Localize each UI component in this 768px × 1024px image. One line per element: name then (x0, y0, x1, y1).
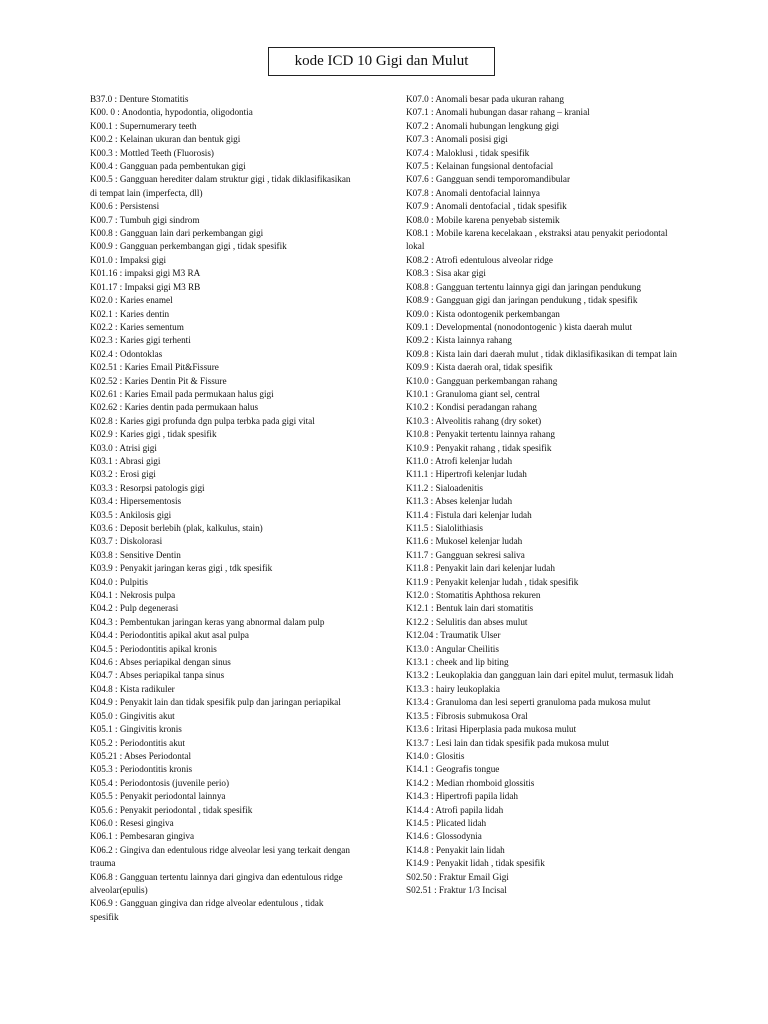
icd-code-entry: K10.3 : Alveolitis rahang (dry soket) (406, 415, 542, 426)
icd-code-entry: K04.8 : Kista radikuler (90, 683, 175, 694)
icd-code-entry: K00.6 : Persistensi (90, 201, 160, 212)
icd-code-entry: K11.1 : Hipertrofi kelenjar ludah (406, 469, 527, 480)
icd-code-entry: K06.0 : Resesi gingiva (90, 817, 174, 828)
icd-code-entry: K03.4 : Hipersementosis (90, 496, 182, 507)
icd-code-entry: K04.7 : Abses periapikal tanpa sinus (90, 670, 225, 681)
icd-code-entry: K01.17 : Impaksi gigi M3 RB (90, 281, 201, 292)
icd-code-entry: K05.5 : Penyakit periodontal lainnya (90, 791, 226, 802)
icd-code-entry: K04.6 : Abses periapikal dengan sinus (90, 657, 231, 668)
icd-code-entry: K11.4 : Fistula dari kelenjar ludah (406, 509, 532, 520)
icd-code-entry: K13.2 : Leukoplakia dan gangguan lain dari epitel mulut, termasuk lidah (406, 670, 674, 681)
icd-code-entry: K02.52 : Karies Dentin Pit & Fissure (90, 375, 227, 386)
icd-code-entry: K07.0 : Anomali besar pada ukuran rahang (406, 94, 564, 104)
icd-code-entry: K14.6 : Glossodynia (406, 831, 482, 842)
icd-code-entry: K13.0 : Angular Cheilitis (406, 643, 499, 654)
icd-code-entry: K03.7 : Diskolorasi (90, 536, 163, 547)
icd-code-entry: K02.0 : Karies enamel (90, 295, 173, 306)
icd-code-entry: K10.9 : Penyakit rahang , tidak spesifik (406, 442, 552, 453)
icd-code-entry: K08.2 : Atrofi edentulous alveolar ridge (406, 254, 553, 265)
icd-code-entry: K11.8 : Penyakit lain dari kelenjar ludah (406, 563, 555, 574)
icd-code-entry: K12.04 : Traumatik Ulser (406, 630, 501, 641)
icd-code-entry: K08.3 : Sisa akar gigi (406, 268, 486, 279)
icd-code-entry: K05.21 : Abses Periodontal (90, 750, 192, 761)
icd-code-entry: K02.8 : Karies gigi profunda dgn pulpa terbka pada gigi vital (90, 415, 315, 426)
icd-code-entry: K00.2 : Kelainan ukuran dan bentuk gigi (90, 134, 241, 145)
icd-code-entry: K09.0 : Kista odontogenik perkembangan (406, 308, 560, 319)
icd-code-entry: K14.3 : Hipertrofi papila lidah (406, 791, 519, 802)
icd-code-entry: K09.9 : Kista daerah oral, tidak spesifik (406, 362, 553, 373)
icd-code-entry: K05.1 : Gingivitis kronis (90, 724, 182, 735)
icd-code-entry: K09.8 : Kista lain dari daerah mulut , tidak diklasifikasikan di tempat lain (406, 348, 677, 359)
icd-code-entry: S02.50 : Fraktur Email Gigi (406, 871, 509, 882)
icd-code-entry: K07.5 : Kelainan fungsional dentofacial (406, 161, 554, 172)
icd-code-entry: K04.3 : Pembentukan jaringan keras yang abnormal dalam pulp (90, 616, 325, 627)
icd-code-entry: K08.9 : Gangguan gigi dan jaringan pendukung , tidak spesifik (406, 295, 638, 306)
icd-code-entry: K03.3 : Resorpsi patologis gigi (90, 482, 205, 493)
icd-code-entry: K00.7 : Tumbuh gigi sindrom (90, 214, 200, 225)
page-title (268, 47, 495, 76)
page-title-text: kode ICD 10 Gigi dan Mulut (294, 53, 469, 69)
icd-code-entry: K11.5 : Sialolithiasis (406, 523, 483, 533)
icd-code-entry: K02.9 : Karies gigi , tidak spesifik (90, 429, 217, 440)
icd-code-entry: K06.8 : Gangguan tertentu lainnya dari gingiva dan edentulous ridge alveolar(epulis) (90, 871, 343, 895)
icd-code-entry: K00.1 : Supernumerary teeth (90, 120, 197, 131)
icd-code-entry: K13.4 : Granuloma dan lesi seperti granuloma pada mukosa mulut (406, 697, 651, 708)
icd-code-entry: K14.1 : Geografis tongue (406, 764, 500, 775)
icd-code-entry: K12.1 : Bentuk lain dari stomatitis (406, 603, 534, 614)
icd-code-entry: K06.9 : Gangguan gingiva dan ridge alveolar edentulous , tidak spesifik (90, 898, 324, 922)
icd-code-entry: K07.4 : Maloklusi , tidak spesifik (406, 147, 530, 158)
right-column (406, 93, 678, 897)
icd-code-entry: K13.6 : Iritasi Hiperplasia pada mukosa mulut (406, 724, 577, 735)
icd-code-entry: K04.0 : Pulpitis (90, 576, 148, 587)
icd-code-entry: K04.9 : Penyakit lain dan tidak spesifik pulp dan jaringan periapikal (90, 697, 341, 708)
left-column (90, 93, 352, 924)
icd-code-entry: K08.0 : Mobile karena penyebab sistemik (406, 214, 560, 225)
icd-code-entry: K01.16 : impaksi gigi M3 RA (90, 268, 201, 279)
icd-code-entry: K00.5 : Gangguan herediter dalam struktur gigi , tidak diklasifikasikan di tempat lain (imperfecta, dll) (90, 174, 351, 198)
icd-code-entry: K01.0 : Impaksi gigi (90, 254, 167, 265)
icd-code-entry: K03.9 : Penyakit jaringan keras gigi , tdk spesifik (90, 563, 273, 574)
icd-code-entry: K03.8 : Sensitive Dentin (90, 549, 181, 560)
icd-code-entry: K05.6 : Penyakit periodontal , tidak spesifik (90, 804, 253, 815)
icd-code-entry: K03.1 : Abrasi gigi (90, 455, 161, 466)
icd-code-entry: K09.1 : Developmental (nonodontogenic ) kista daerah mulut (406, 321, 633, 332)
icd-code-entry: K10.0 : Gangguan perkembangan rahang (406, 375, 558, 386)
icd-code-entry: K00.8 : Gangguan lain dari perkembangan gigi (90, 228, 264, 239)
icd-code-entry: S02.51 : Fraktur 1/3 Incisal (406, 884, 507, 895)
icd-code-entry: K05.3 : Periodontitis kronis (90, 764, 193, 775)
icd-code-entry: K11.6 : Mukosel kelenjar ludah (406, 536, 523, 547)
icd-code-entry: K14.0 : Glositis (406, 750, 465, 761)
icd-code-entry: K14.5 : Plicated lidah (406, 817, 487, 828)
icd-code-entry: K04.5 : Periodontitis apikal kronis (90, 643, 217, 654)
icd-code-entry: K02.4 : Odontoklas (90, 348, 163, 359)
icd-code-entry: K08.8 : Gangguan tertentu lainnya gigi dan jaringan pendukung (406, 281, 641, 292)
icd-code-entry: K02.2 : Karies sementum (90, 321, 184, 332)
icd-code-entry: K02.3 : Karies gigi terhenti (90, 335, 191, 346)
icd-code-entry: K00. 0 : Anodontia, hypodontia, oligodontia (90, 107, 253, 118)
icd-code-entry: K06.1 : Pembesaran gingiva (90, 831, 195, 842)
icd-code-entry: K02.51 : Karies Email Pit&Fissure (90, 362, 219, 373)
icd-code-entry: K11.7 : Gangguan sekresi saliva (406, 549, 525, 560)
icd-code-entry: K10.1 : Granuloma giant sel, central (406, 388, 540, 399)
icd-code-entry: K10.8 : Penyakit tertentu lainnya rahang (406, 429, 556, 440)
icd-code-entry: K02.61 : Karies Email pada permukaan halus gigi (90, 388, 274, 399)
icd-code-entry: K07.8 : Anomali dentofacial lainnya (406, 187, 540, 198)
icd-code-entry: K05.4 : Periodontosis (juvenile perio) (90, 777, 230, 788)
icd-code-entry: K03.5 : Ankilosis gigi (90, 509, 172, 520)
icd-code-entry: K11.2 : Sialoadenitis (406, 482, 483, 493)
icd-code-entry: K07.9 : Anomali dentofacial , tidak spesifik (406, 201, 567, 212)
icd-code-entry: K11.0 : Atrofi kelenjar ludah (406, 455, 513, 466)
icd-code-entry: K00.4 : Gangguan pada pembentukan gigi (90, 161, 246, 172)
icd-code-entry: K11.9 : Penyakit kelenjar ludah , tidak spesifik (406, 576, 579, 587)
icd-code-entry: K14.2 : Median rhomboid glossitis (406, 777, 535, 788)
icd-code-entry: K02.62 : Karies dentin pada permukaan halus (90, 402, 259, 413)
icd-code-entry: K03.2 : Erosi gigi (90, 469, 156, 480)
icd-code-entry: K06.2 : Gingiva dan edentulous ridge alveolar lesi yang terkait dengan trauma (90, 844, 350, 869)
icd-code-entry: K00.3 : Mottled Teeth (Fluorosis) (90, 147, 214, 158)
icd-code-entry: K05.0 : Gingivitis akut (90, 710, 175, 721)
icd-code-entry: K14.9 : Penyakit lidah , tidak spesifik (406, 858, 545, 869)
icd-code-entry: K00.9 : Gangguan perkembangan gigi , tidak spesifik (90, 241, 287, 252)
icd-code-entry: K13.5 : Fibrosis submukosa Oral (406, 710, 528, 721)
icd-code-entry: K13.1 : cheek and lip biting (406, 657, 509, 668)
icd-code-entry: K10.2 : Kondisi peradangan rahang (406, 402, 537, 413)
icd-code-entry: K12.2 : Selulitis dan abses mulut (406, 616, 528, 627)
icd-code-entry: K11.3 : Abses kelenjar ludah (406, 496, 513, 507)
icd-code-entry: K05.2 : Periodontitis akut (90, 737, 185, 748)
icd-code-entry: K02.1 : Karies dentin (90, 308, 170, 319)
icd-code-entry: K12.0 : Stomatitis Aphthosa rekuren (406, 590, 541, 601)
icd-code-entry: K14.4 : Atrofi papila lidah (406, 804, 504, 815)
icd-code-entry: K07.3 : Anomali posisi gigi (406, 134, 508, 145)
icd-code-entry: B37.0 : Denture Stomatitis (90, 94, 189, 104)
icd-code-entry: K13.7 : Lesi lain dan tidak spesifik pada mukosa mulut (406, 737, 610, 748)
icd-code-entry: K04.4 : Periodontitis apikal akut asal pulpa (90, 630, 249, 641)
icd-code-entry: K03.0 : Atrisi gigi (90, 442, 157, 453)
icd-code-entry: K07.1 : Anomali hubungan dasar rahang – kranial (406, 107, 590, 118)
icd-code-entry: K07.2 : Anomali hubungan lengkung gigi (406, 120, 560, 131)
icd-code-entry: K07.6 : Gangguan sendi temporomandibular (406, 174, 571, 185)
icd-code-entry: K08.1 : Mobile karena kecelakaan , ekstraksi atau penyakit periodontal lokal (406, 228, 668, 252)
icd-code-entry: K04.1 : Nekrosis pulpa (90, 590, 176, 601)
icd-code-entry: K13.3 : hairy leukoplakia (406, 683, 500, 694)
icd-code-entry: K14.8 : Penyakit lain lidah (406, 844, 505, 855)
icd-code-entry: K04.2 : Pulp degenerasi (90, 603, 179, 614)
icd-code-entry: K09.2 : Kista lainnya rahang (406, 335, 512, 346)
icd-code-entry: K03.6 : Deposit berlebih (plak, kalkulus, stain) (90, 523, 263, 533)
